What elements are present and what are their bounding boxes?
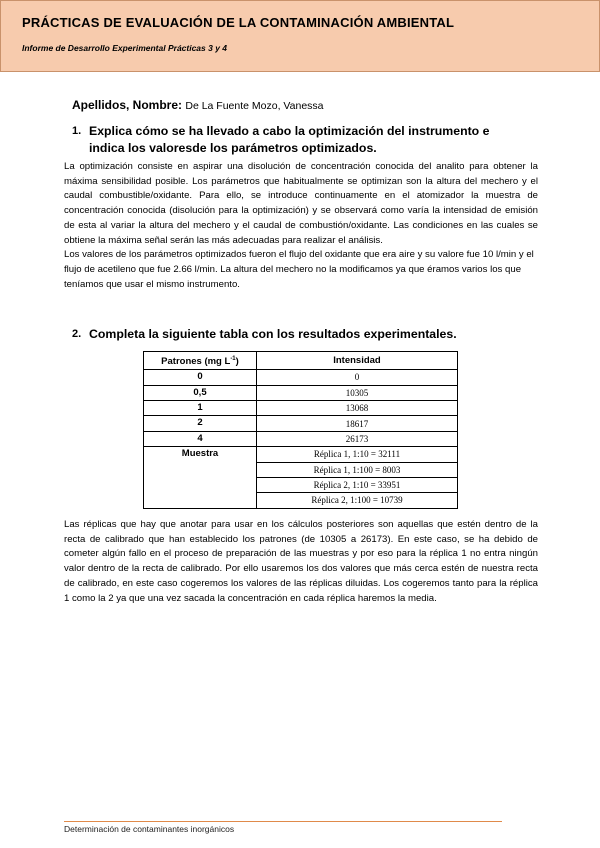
answer-1-paragraph-1: La optimización consiste en aspirar una disolución de concentración conocida del analito para obtener la máxima sensibilidad posible. Los parámetros que habitualmente se optimizan son la altura del mechero y el caudal combustible/oxidante. Para ello, se introduce continuamente en el atomizador la muestra de concentración conocida (disolución para la optimización) y se observará como varía la intensidad de emisión de esta al variar la altura del mechero y el caudal de combustión/oxidante. Las condiciones en las cuales se obtiene la máxima señal serán las más adecuadas para realizar el análisis. <box>64 161 538 246</box>
patron-cell: 1 <box>144 400 257 415</box>
question-2-text: Completa la siguiente tabla con los resultados experimentales. <box>89 327 457 341</box>
patron-cell: 2 <box>144 416 257 431</box>
table-row <box>144 385 458 400</box>
answer-2 <box>64 518 538 606</box>
column-header-patrones-sup: -1 <box>230 356 236 362</box>
question-1 <box>72 123 522 157</box>
column-header-patrones-end: ) <box>235 356 239 368</box>
table-row <box>144 431 458 446</box>
answer-1 <box>64 160 538 292</box>
muestra-value-cell: Réplica 1, 1:10 = 32111 <box>257 447 458 462</box>
page-footer: Determinación de contaminantes inorgánicos <box>64 824 235 834</box>
patron-cell: 0 <box>144 370 257 385</box>
intensidad-cell: 26173 <box>257 431 458 446</box>
table-row <box>144 370 458 385</box>
question-2-number: 2. <box>72 328 82 340</box>
muestra-cell: Muestra <box>144 447 257 509</box>
question-1-text: Explica cómo se ha llevado a cabo la optimización del instrumento e indica los valoresde los parámetros optimizados. <box>89 124 490 155</box>
table-header-row <box>144 352 458 370</box>
author-label: Apellidos, Nombre: <box>72 98 183 112</box>
header-subtitle: Informe de Desarrollo Experimental Prácticas 3 y 4 <box>22 43 228 53</box>
author-name: De La Fuente Mozo, Vanessa <box>185 100 324 112</box>
header-title: PRÁCTICAS DE EVALUACIÓN DE LA CONTAMINACIÓN AMBIENTAL <box>22 15 455 30</box>
intensidad-cell: 18617 <box>257 416 458 431</box>
footer-divider <box>64 821 502 822</box>
muestra-value-cell: Réplica 1, 1:100 = 8003 <box>257 462 458 477</box>
column-header-intensidad: Intensidad <box>257 352 458 370</box>
intensidad-cell: 13068 <box>257 400 458 415</box>
column-header-patrones-text: Patrones (mg L <box>161 356 231 368</box>
answer-1-paragraph-2: Los valores de los parámetros optimizados fueron el flujo del oxidante que era aire y su valore fue 10 l/min y el flujo de acetileno que fue 2.66 l/min. La altura del mechero no la modificamos ya que éramos varios los que teníamos que usar el mismo instrumento. <box>64 249 534 290</box>
column-header-patrones <box>144 352 257 370</box>
page-header <box>0 0 600 72</box>
muestra-value-cell: Réplica 2, 1:100 = 10739 <box>257 493 458 508</box>
intensidad-cell: 0 <box>257 370 458 385</box>
answer-2-paragraph-1: Las réplicas que hay que anotar para usar en los cálculos posteriores son aquellas que estén dentro de la recta de calibrado que han establecido los patrones (de 10305 a 26173). En este caso, se ha debido de cometer algún fallo en el proceso de preparación de las muestras y por eso para la réplica 1 no entra ningún valor dentro de la recta de calibrado. Por ello usaremos los dos valores que más cerca estén de nuestra recta de calibrado, en este caso cogeremos los valores de las réplicas diluidas. Los cogeremos tanto para la réplica 1 como la 2 ya que una vez sacada la concentración en cada réplica haremos la media. <box>64 519 538 604</box>
question-2 <box>72 326 522 343</box>
muestra-value-cell: Réplica 2, 1:10 = 33951 <box>257 477 458 492</box>
table-row <box>144 400 458 415</box>
results-table <box>143 351 458 509</box>
question-1-number: 1. <box>72 125 82 137</box>
intensidad-cell: 10305 <box>257 385 458 400</box>
table-row <box>144 416 458 431</box>
table-row <box>144 447 458 462</box>
author-line <box>72 98 324 112</box>
patron-cell: 4 <box>144 431 257 446</box>
patron-cell: 0,5 <box>144 385 257 400</box>
